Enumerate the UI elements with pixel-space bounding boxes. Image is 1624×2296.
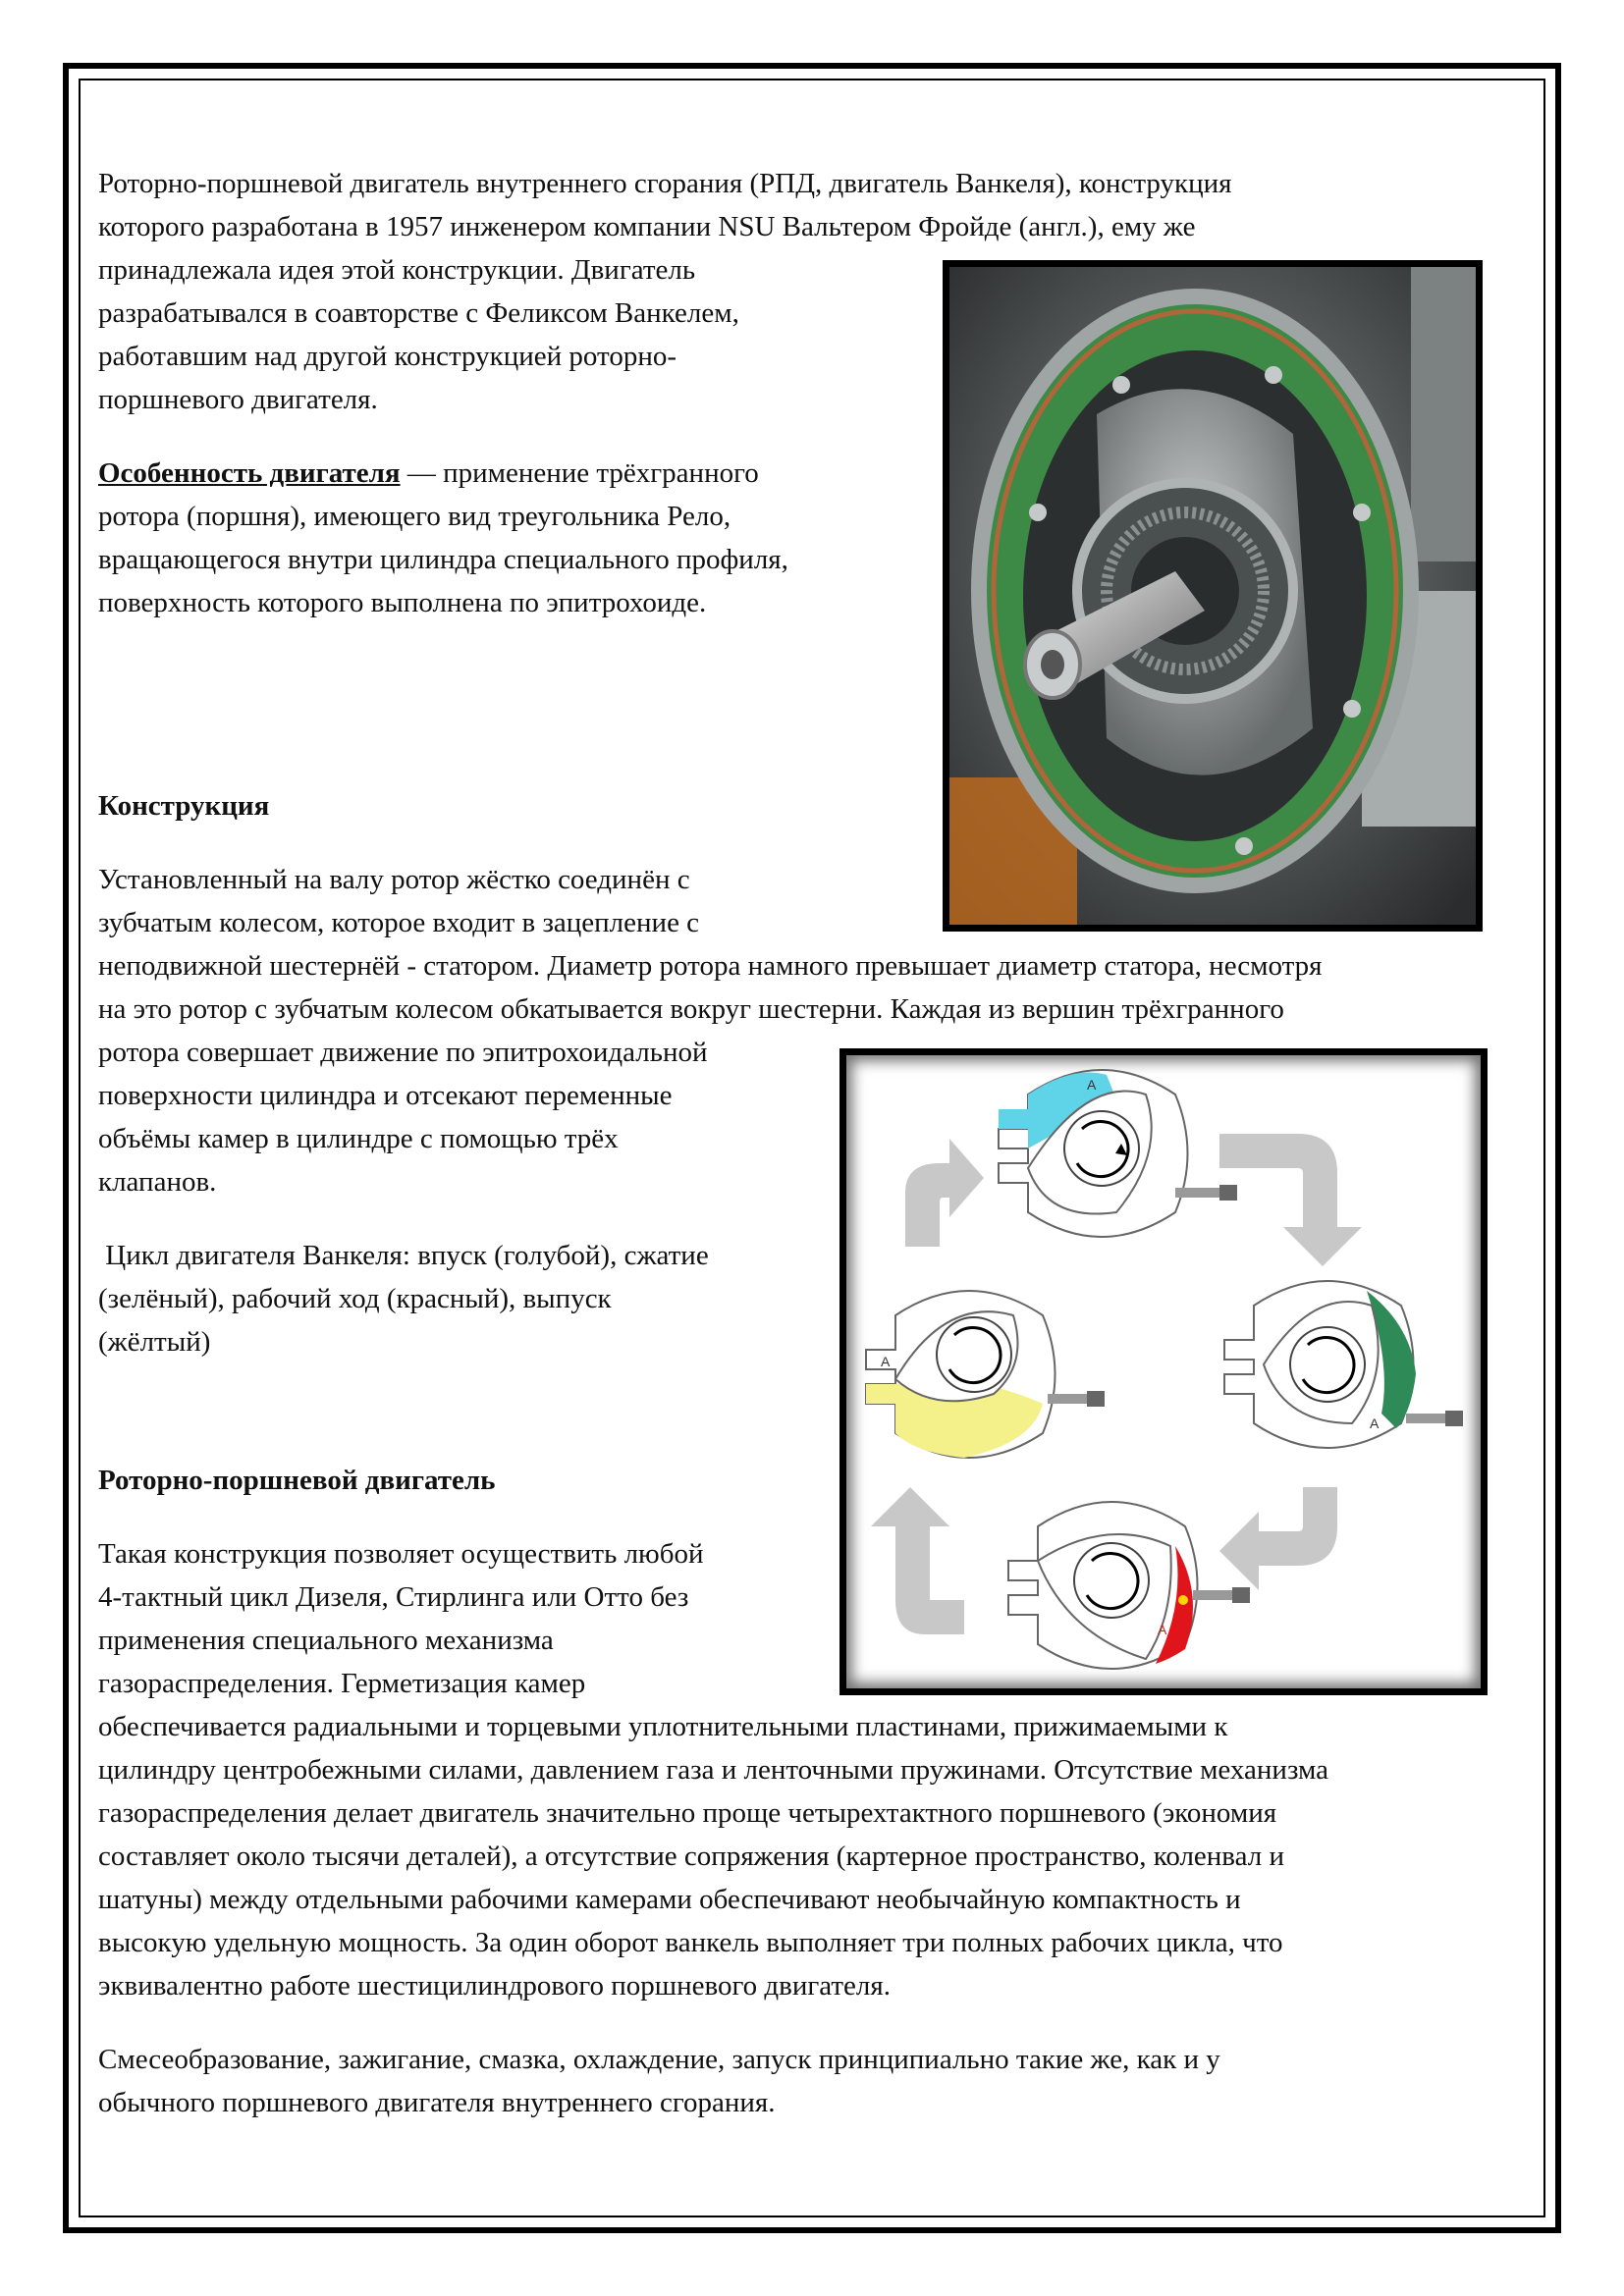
text-line: Смесеобразование, зажигание, смазка, охлаждение, запуск принципиально такие же, как и у [98,2044,1220,2075]
text-line: разрабатывался в соавторстве с Феликсом Ванкелем, [98,297,739,329]
text-line: ротора совершает движение по эпитрохоидальной [98,1037,708,1068]
text-line [98,452,759,495]
text-line: объёмы камер в цилиндре с помощью трёх [98,1123,619,1154]
engine-right [1224,1281,1463,1448]
svg-text:A: A [1158,1622,1167,1637]
text-line: (жёлтый) [98,1326,211,1358]
arrow-shape [1219,1134,1362,1266]
text-line: шатуны) между отдельными рабочими камерами обеспечивают необычайную компактность и [98,1884,1241,1915]
text-line: неподвижной шестернёй - статором. Диаметр ротора намного превышает диаметр статора, несмотря [98,950,1323,982]
engine-bottom [1008,1502,1250,1669]
engine-top [999,1070,1237,1237]
text-line: работавшим над другой конструкцией роторно- [98,341,677,372]
text-line: поверхности цилиндра и отсекают переменные [98,1080,673,1111]
text-line: Роторно-поршневой двигатель внутреннего сгорания (РПД, двигатель Ванкеля), конструкция [98,168,1232,199]
text-line: Такая конструкция позволяет осуществить любой [98,1538,704,1570]
feature-text: — применение трёхгранного [400,457,759,489]
arrow-shape [1219,1487,1337,1590]
text-line: на это ротор с зубчатым колесом обкатывается вокруг шестерни. Каждая из вершин трёхгранного [98,993,1284,1025]
svg-text:A: A [1087,1077,1097,1093]
engine-photo-illustration [949,267,1476,925]
text-line: ротора (поршня), имеющего вид треугольника Рело, [98,501,731,532]
engine-left [866,1291,1105,1458]
svg-text:A: A [881,1354,891,1369]
text-line: Установленный на валу ротор жёстко соединён с [98,864,690,895]
svg-text:A: A [1370,1415,1380,1431]
text-line: обычного поршневого двигателя внутреннего сгорания. [98,2087,776,2118]
text-line: применения специального механизма [98,1625,554,1656]
cycle-diagram-svg [846,1055,1481,1688]
text-line: газораспределения. Герметизация камер [98,1668,586,1699]
feature-lead: Особенность двигателя [98,457,401,489]
arrow-shape [905,1139,984,1247]
text-line: принадлежала идея этой конструкции. Двигатель [98,254,696,286]
text-line: Цикл двигателя Ванкеля: впуск (голубой), сжатие [98,1240,709,1271]
text-line: эквивалентно работе шестицилиндрового поршневого двигателя. [98,1970,891,2002]
text-line: обеспечивается радиальными и торцевыми уплотнительными пластинами, прижимаемыми к [98,1711,1228,1742]
text-line: которого разработана в 1957 инженером компании NSU Вальтером Фройде (англ.), ему же [98,211,1196,242]
heading-construction: Конструкция [98,790,270,822]
text-line: газораспределения делает двигатель значительно проще четырехтактного поршневого (экономия [98,1797,1277,1829]
text-line: поверхность которого выполнена по эпитрохоиде. [98,587,707,618]
heading-rotary-engine: Роторно-поршневой двигатель [98,1465,496,1496]
text-line: составляет около тысячи деталей), а отсутствие сопряжения (картерное пространство, коленвал и [98,1841,1284,1872]
wankel-cycle-diagram [839,1048,1488,1695]
text-line: зубчатым колесом, которое входит в зацепление с [98,907,700,938]
text-line: (зелёный), рабочий ход (красный), выпуск [98,1283,612,1314]
text-line: поршневого двигателя. [98,384,378,415]
text-line: вращающегося внутри цилиндра специального профиля, [98,544,788,575]
text-line: высокую удельную мощность. За один оборот ванкель выполняет три полных рабочих цикла, что [98,1927,1283,1958]
text-line: клапанов. [98,1166,217,1198]
engine-photo [943,260,1483,932]
text-line: 4-тактный цикл Дизеля, Стирлинга или Отто без [98,1581,689,1613]
text-line: цилиндру центробежными силами, давлением газа и ленточными пружинами. Отсутствие механизма [98,1754,1329,1786]
arrow-shape [871,1487,964,1634]
